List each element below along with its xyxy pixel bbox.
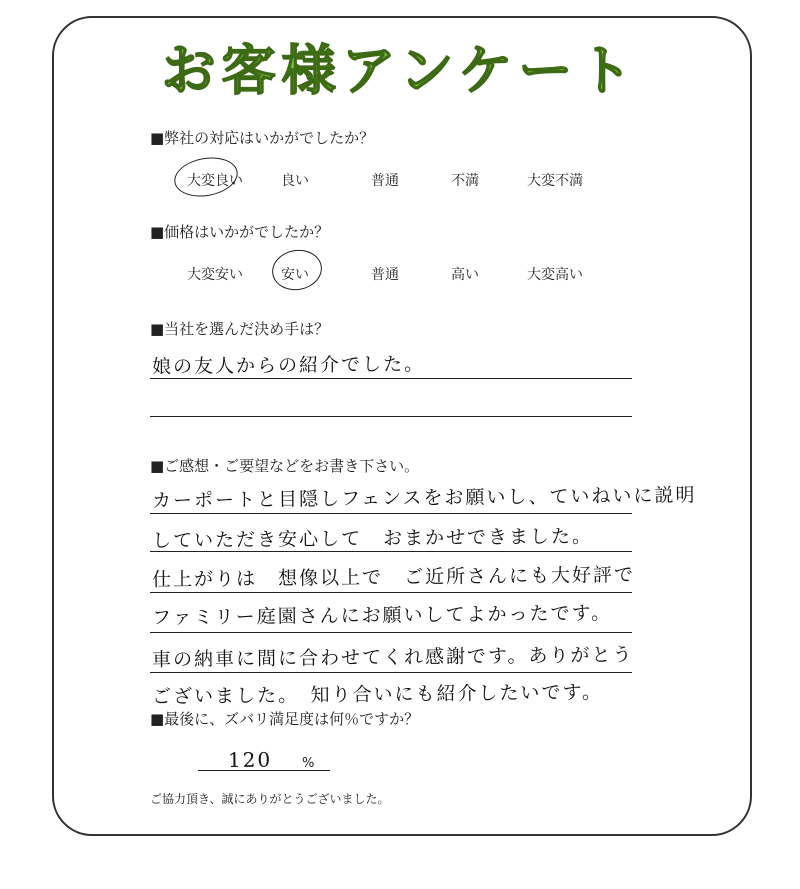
- answer-line: 車の納車に間に合わせてくれ感謝です。ありがとう: [151, 643, 634, 671]
- question-service: ■弊社の対応はいかがでしたか？: [150, 129, 375, 147]
- option-service-very-good[interactable]: 大変良い: [180, 170, 250, 190]
- service-options: [180, 170, 620, 190]
- price-options: [180, 264, 620, 284]
- option-service-very-dissatisfied[interactable]: 大変不満: [527, 173, 583, 189]
- survey-title: お客様アンケート: [161, 39, 639, 102]
- answer-line: カーポートと目隠しフェンスをお願いし、ていねいに説明: [151, 484, 697, 512]
- answer-rule: [150, 513, 632, 514]
- satisfaction-unit: %: [302, 756, 315, 771]
- question-deciding-factor: ■当社を選んだ決め手は？: [150, 320, 330, 338]
- option-price-very-expensive[interactable]: 大変高い: [527, 267, 583, 283]
- answer-rule: [150, 416, 632, 417]
- answer-rule: [150, 551, 632, 552]
- answer-rule: [150, 632, 632, 633]
- answer-line: していただき安心して おまかせできました。: [151, 525, 594, 552]
- option-service-normal[interactable]: 普通: [371, 173, 399, 189]
- thank-you-note: ご協力頂き、誠にありがとうございました。: [150, 792, 390, 806]
- answer-rule: [198, 770, 330, 771]
- option-price-cheap[interactable]: 安い: [250, 264, 340, 284]
- option-service-good[interactable]: 良い: [281, 173, 309, 189]
- option-price-normal[interactable]: 普通: [371, 267, 399, 283]
- satisfaction-value: 120: [227, 747, 273, 772]
- question-price: ■価格はいかがでしたか？: [150, 223, 330, 241]
- answer-rule: [150, 672, 632, 673]
- answer-rule: [150, 592, 632, 593]
- question-satisfaction: ■最後に、ズバリ満足度は何％ですか？: [150, 710, 420, 728]
- question-comments: ■ご感想・ご要望などをお書き下さい。: [150, 457, 420, 475]
- answer-rule: [150, 378, 632, 379]
- answer-line: 仕上がりは 想像以上で ご近所さんにも大好評で: [151, 563, 636, 591]
- answer-line: ございました。 知り合いにも紹介したいです。: [151, 681, 604, 708]
- answer-line: 娘の友人からの紹介でした。: [151, 353, 426, 378]
- option-service-dissatisfied[interactable]: 不満: [451, 173, 479, 189]
- answer-line: ファミリー庭園さんにお願いしてよかったです。: [151, 602, 613, 629]
- option-price-expensive[interactable]: 高い: [451, 267, 479, 283]
- option-price-very-cheap[interactable]: 大変安い: [187, 267, 243, 283]
